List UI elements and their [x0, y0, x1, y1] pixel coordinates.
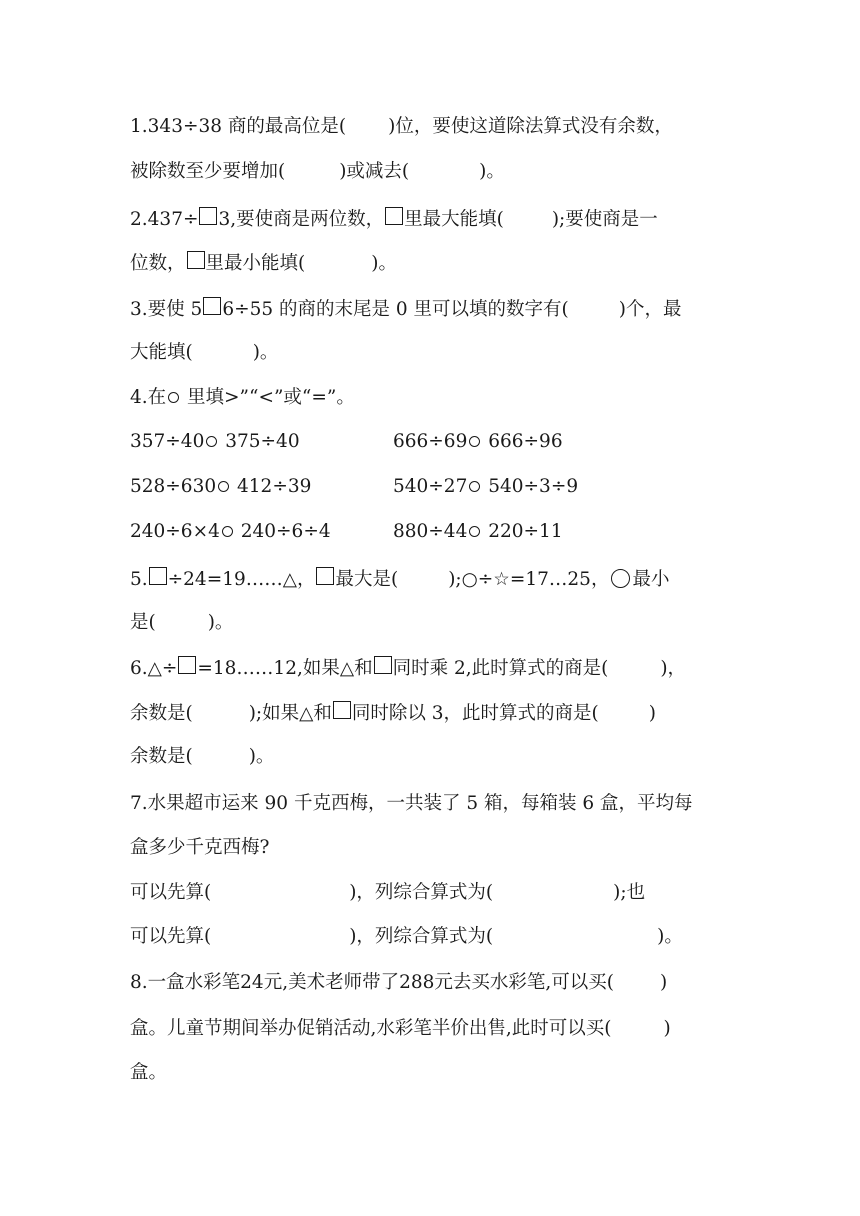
- question-6-line-3: [130, 739, 274, 775]
- text: 盒。儿童节期间举办促销活动,水彩笔半价出售,此时可以买(: [130, 1018, 612, 1039]
- text: ÷24=19……△，: [167, 569, 316, 590]
- text: );如果△和: [248, 703, 332, 724]
- question-2-line-2: [130, 246, 397, 282]
- text: 220÷11: [488, 521, 563, 542]
- text: )，列综合算式为(: [349, 926, 494, 947]
- circle-blank-icon[interactable]: [469, 526, 480, 537]
- text: )。: [248, 746, 275, 767]
- text: 可以先算(: [130, 882, 212, 903]
- square-blank-icon: [385, 207, 403, 225]
- question-8-line-1: [130, 965, 667, 1001]
- text: )或减去(: [339, 161, 410, 182]
- text: 357÷40: [130, 431, 205, 452]
- text: 666÷69: [393, 431, 468, 452]
- question-5-line-1: [130, 562, 669, 598]
- square-blank-icon: [316, 567, 334, 585]
- square-blank-icon: [374, 656, 392, 674]
- text: 880÷44: [393, 521, 468, 542]
- text: 3.要使 5: [130, 299, 203, 320]
- text: )。: [252, 342, 279, 363]
- question-7-line-1: 7.水果超市运来 90 千克西梅，一共装了 5 箱，每箱装 6 盒，平均每: [130, 793, 693, 814]
- circle-blank-icon: [168, 392, 179, 403]
- text: 最大是(: [335, 569, 399, 590]
- text: )位，要使这道除法算式没有余数，: [388, 116, 673, 137]
- question-7-line-2: 盒多少千克西梅?: [130, 837, 270, 858]
- text: ): [648, 703, 656, 724]
- question-7-line-3: [130, 875, 645, 911]
- square-blank-icon: [187, 251, 205, 269]
- text: =18……12,如果△和: [197, 658, 373, 679]
- text: 同时乘 2,此时算式的商是(: [392, 658, 609, 679]
- text: )。: [207, 612, 234, 633]
- question-1-line-1: [130, 109, 673, 145]
- text: 6.△÷: [130, 658, 178, 679]
- text: 最小: [632, 569, 670, 590]
- text: 被除数至少要增加(: [130, 161, 286, 182]
- text: )，: [660, 658, 687, 679]
- text: )个，最: [618, 299, 682, 320]
- circle-blank-icon[interactable]: [222, 526, 233, 537]
- text: 4.在: [130, 387, 167, 408]
- text: );要使商是一: [551, 209, 658, 230]
- text: 大能填(: [130, 342, 193, 363]
- question-6-line-1: [130, 651, 686, 687]
- circle-blank-icon[interactable]: [469, 481, 480, 492]
- text: 240÷6÷4: [240, 521, 331, 542]
- text: 同时除以 3，此时算式的商是(: [351, 703, 599, 724]
- circle-blank-icon[interactable]: [206, 436, 217, 447]
- question-3-line-1: [130, 292, 681, 328]
- text: 余数是(: [130, 746, 193, 767]
- square-blank-icon: [149, 567, 167, 585]
- text: 位数，: [130, 253, 186, 274]
- text: 540÷3÷9: [488, 476, 579, 497]
- text: );也: [613, 882, 646, 903]
- square-blank-icon: [178, 656, 196, 674]
- square-blank-icon: [199, 207, 217, 225]
- text: 1.343÷38 商的最高位是(: [130, 116, 347, 137]
- question-4-intro: [130, 380, 355, 416]
- text: 8.一盒水彩笔24元,美术老师带了288元去买水彩笔,可以买(: [130, 972, 614, 993]
- square-blank-icon: [203, 297, 221, 315]
- question-5-line-2: [130, 605, 233, 641]
- circle-blank-icon[interactable]: [218, 481, 229, 492]
- compare-row-2: [130, 469, 579, 505]
- text: 可以先算(: [130, 926, 212, 947]
- text: 528÷630: [130, 476, 217, 497]
- question-2-line-1: [130, 202, 658, 238]
- question-6-line-2: [130, 696, 656, 732]
- text: )。: [371, 253, 397, 274]
- text: )。: [657, 926, 683, 947]
- question-8-line-2: [130, 1011, 671, 1047]
- circle-blank-icon: [611, 569, 630, 588]
- question-3-line-2: [130, 335, 278, 371]
- compare-row-1: [130, 424, 563, 460]
- text: 里最小能填(: [205, 253, 306, 274]
- question-8-line-3: 盒。: [130, 1062, 168, 1083]
- text: 2.437÷: [130, 209, 199, 230]
- text: 5.: [130, 569, 148, 590]
- text: 3,要使商是两位数，: [218, 209, 385, 230]
- text: 666÷96: [488, 431, 563, 452]
- question-1-line-2: [130, 154, 505, 190]
- question-7-line-4: [130, 919, 683, 955]
- text: 540÷27: [393, 476, 468, 497]
- text: 余数是(: [130, 703, 193, 724]
- text: );○÷☆=17…25，: [448, 569, 610, 590]
- text: 里填>”“<”或“=”。: [181, 387, 355, 408]
- text: 是(: [130, 612, 156, 633]
- text: 里最大能填(: [404, 209, 504, 230]
- text: ): [663, 1018, 671, 1039]
- text: 6÷55 的商的末尾是 0 里可以填的数字有(: [222, 299, 569, 320]
- text: ): [659, 972, 668, 993]
- text: 375÷40: [225, 431, 300, 452]
- text: )，列综合算式为(: [349, 882, 494, 903]
- compare-row-3: [130, 514, 563, 550]
- circle-blank-icon[interactable]: [469, 436, 480, 447]
- text: 240÷6×4: [130, 521, 220, 542]
- text: )。: [479, 161, 505, 182]
- square-blank-icon: [333, 701, 351, 719]
- text: 412÷39: [237, 476, 312, 497]
